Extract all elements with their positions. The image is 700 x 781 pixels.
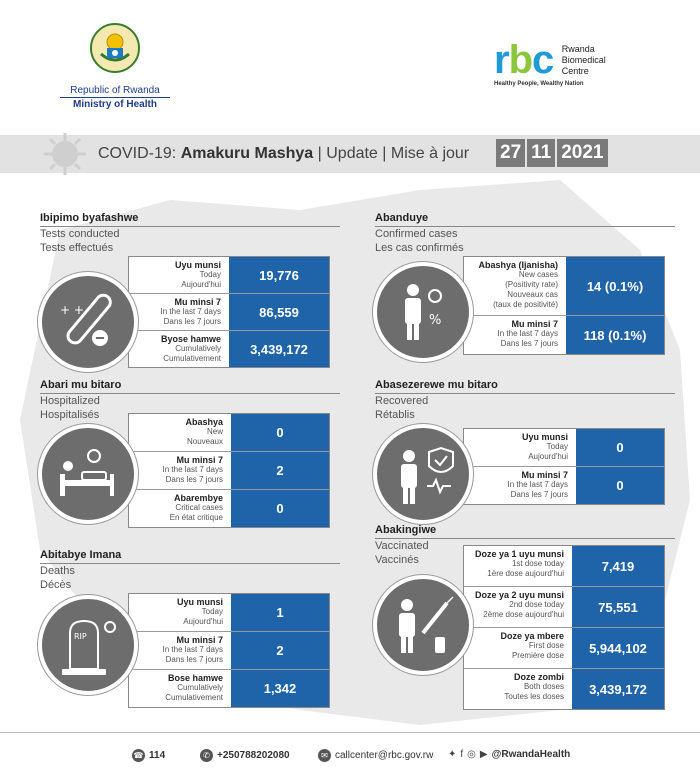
date-day: 27	[496, 139, 525, 167]
table-row: Abashya New Nouveaux 0	[129, 414, 329, 452]
table-row: Abashya (Ijanisha) New cases (Positivity rate) Nouveaux cas (taux de positivité) 14 (0.1%)	[464, 257, 664, 316]
rbc-name: Rwanda Biomedical Centre	[561, 44, 606, 76]
recovered-sub2: Rétablis	[375, 409, 415, 421]
syringe-vial-icon	[377, 579, 469, 671]
tests-circle	[38, 272, 138, 372]
date-month: 11	[527, 139, 555, 167]
vaccinated-first-dose-value: 5,944,102	[570, 628, 664, 668]
recovered-circle	[373, 424, 473, 524]
rbc-tagline: Healthy People, Wealthy Nation	[494, 81, 584, 87]
tests-title: Ibipimo byafashwe	[40, 212, 340, 227]
rwanda-seal-icon	[89, 22, 141, 74]
tombstone-icon	[42, 599, 134, 691]
table-row: Mu minsi 7 In the last 7 days Dans les 7 jours 0	[464, 467, 664, 504]
date-year: 2021	[557, 139, 607, 167]
confirmed-section	[375, 212, 675, 255]
hospitalized-sub2: Hospitalisés	[40, 409, 100, 421]
table-row: Byose hamwe Cumulatively Cumulativement 3,439,172	[129, 331, 329, 367]
svg-text:+ +: + +	[60, 303, 84, 317]
confirmed-circle	[373, 262, 473, 362]
virus-icon	[40, 129, 90, 179]
tests-7days-value: 86,559	[227, 294, 329, 330]
confirmed-7days-value: 118 (0.1%)	[564, 316, 664, 354]
recovered-section	[375, 379, 675, 422]
table-row: Bose hamwe Cumulatively Cumulativement 1,342	[129, 670, 329, 707]
recovered-sub1: Recovered	[375, 395, 429, 407]
svg-text:RIP: RIP	[74, 632, 87, 641]
person-virus-icon	[377, 266, 469, 358]
tests-section	[40, 212, 340, 255]
confirmed-sub1: Confirmed cases	[375, 228, 458, 240]
deaths-section	[40, 549, 340, 592]
vaccinated-title: Abakingiwe	[375, 524, 675, 539]
svg-text:%: %	[429, 313, 442, 328]
header	[0, 0, 700, 130]
recovered-today-value: 0	[574, 429, 664, 466]
recovered-title: Abasezerewe mu bitaro	[375, 379, 675, 394]
hospitalized-title: Abari mu bitaro	[40, 379, 340, 394]
moh-line2: Ministry of Health	[73, 99, 157, 110]
tests-table	[128, 256, 330, 368]
vaccinated-section	[375, 524, 675, 567]
hospitalized-section	[40, 379, 340, 422]
table-row: Doze zombi Both doses Toutes les doses 3,439,172	[464, 669, 664, 709]
email-link[interactable]: ✉ callcenter@rbc.gov.rw	[318, 749, 433, 762]
deaths-circle	[38, 595, 138, 695]
table-row: Uyu munsi Today Aujourd'hui 0	[464, 429, 664, 467]
banner-title: COVID-19: Amakuru Mashya | Update | Mise à jour	[98, 145, 470, 162]
table-row: Mu minsi 7 In the last 7 days Dans les 7 jours 118 (0.1%)	[464, 316, 664, 354]
confirmed-new-value: 14 (0.1%)	[564, 257, 664, 315]
twitter-icon[interactable]: ✦	[448, 749, 457, 760]
table-row: Mu minsi 7 In the last 7 days Dans les 7 jours 2	[129, 632, 329, 670]
hotline[interactable]: ☎ 114	[133, 750, 166, 761]
table-row: Uyu munsi Today Aujourd'hui 1	[129, 594, 329, 632]
email-icon: ✉	[318, 749, 331, 762]
tests-sub1: Tests conducted	[40, 228, 120, 240]
moh-line1: Republic of Rwanda	[60, 85, 170, 98]
tests-today-value: 19,776	[227, 257, 329, 293]
table-row: Doze ya mbere First dose Première dose 5,944,102	[464, 628, 664, 669]
hospitalized-sub1: Hospitalized	[40, 395, 100, 407]
table-row: Mu minsi 7 In the last 7 days Dans les 7 jours 2	[129, 452, 329, 490]
hospitalized-critical-value: 0	[229, 490, 329, 527]
table-row: Uyu munsi Today Aujourd'hui 19,776	[129, 257, 329, 294]
table-row: Mu minsi 7 In the last 7 days Dans les 7 jours 86,559	[129, 294, 329, 331]
youtube-icon[interactable]: ▶	[479, 749, 488, 760]
vaccinated-dose2-today-value: 75,551	[570, 587, 664, 627]
table-row: Doze ya 1 uyu munsi 1st dose today 1ère dose aujourd'hui 7,419	[464, 546, 664, 587]
recovered-7days-value: 0	[574, 467, 664, 504]
whatsapp-phone[interactable]: ✆ +250788202080	[200, 749, 290, 762]
shield-heart-icon	[377, 428, 469, 520]
instagram-icon[interactable]: ◎	[467, 749, 476, 760]
vaccinated-sub1: Vaccinated	[375, 540, 429, 552]
deaths-table	[128, 593, 330, 708]
rbc-logo	[494, 40, 654, 87]
hospitalized-table	[128, 413, 330, 528]
hospital-bed-icon	[42, 428, 134, 520]
tests-cumulative-value: 3,439,172	[227, 331, 329, 367]
whatsapp-icon: ✆	[200, 749, 213, 762]
deaths-7days-value: 2	[229, 632, 329, 669]
banner-date	[496, 139, 610, 167]
deaths-today-value: 1	[229, 594, 329, 631]
deaths-cumulative-value: 1,342	[229, 670, 329, 707]
table-row: Doze ya 2 uyu munsi 2nd dose today 2ème dose aujourd'hui 75,551	[464, 587, 664, 628]
deaths-sub1: Deaths	[40, 565, 75, 577]
tests-sub2: Tests effectués	[40, 242, 114, 254]
ministry-logo	[60, 22, 170, 110]
social-handle[interactable]: ✦ f ◎ ▶ @RwandaHealth	[448, 749, 571, 760]
confirmed-title: Abanduye	[375, 212, 675, 227]
hospitalized-7days-value: 2	[229, 452, 329, 489]
confirmed-table	[463, 256, 665, 355]
vaccinated-both-doses-value: 3,439,172	[570, 669, 664, 709]
hospitalized-circle	[38, 424, 138, 524]
vaccinated-circle	[373, 575, 473, 675]
recovered-table	[463, 428, 665, 505]
update-banner	[0, 135, 700, 173]
facebook-icon[interactable]: f	[460, 749, 464, 760]
table-row: Abarembye Critical cases En état critique 0	[129, 490, 329, 527]
deaths-sub2: Décès	[40, 579, 72, 591]
vaccinated-table	[463, 545, 665, 710]
footer	[0, 732, 700, 781]
vaccinated-sub2: Vaccinés	[375, 554, 419, 566]
deaths-title: Abitabye Imana	[40, 549, 340, 564]
test-tube-icon	[42, 276, 134, 368]
phone-icon: ☎	[133, 751, 144, 760]
vaccinated-dose1-today-value: 7,419	[570, 546, 664, 586]
rbc-letters: rbc	[494, 38, 554, 82]
confirmed-sub2: Les cas confirmés	[375, 242, 464, 254]
hospitalized-new-value: 0	[229, 414, 329, 451]
